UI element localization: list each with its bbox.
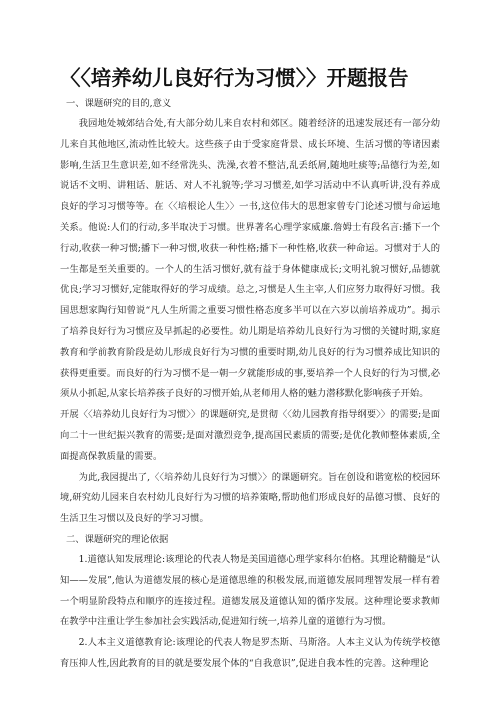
section-heading-purpose: 一、课题研究的目的,意义 (66, 98, 172, 109)
paragraph-humanism-theory: 2.人本主义道德教育论:该理论的代表人物是罗杰斯、马斯洛。人本主义认为传统学校德育压抑人性,因此教育的目的就是要发展个体的“自我意识”,促进自我本性的完善。这种理论 (60, 637, 440, 669)
paragraph-moral-cognition-theory: 1.道德认知发展理论:该理论的代表人物是美国道德心理学家科尔伯格。其理论精髓是“认知——发展”,他认为道德发展的核心是道德思维的积极发展,而道德发展同理智发展一样有着一个明显阶段特点和顺序的连接过程。道德发展及道德认知的循序发展。这种理论要求教师在教学中注重让学生参加社会实践活动,促进知行统一,培养儿童的道德行为习惯。 (60, 553, 440, 628)
paragraph-significance: 开展〈〈培养幼儿良好行为习惯〉〉的课题研究,是贯彻〈〈幼儿园教育指导纲要〉〉的需要;是面向二十一世纪振兴教育的需要;是面对激烈竞争,提高国民素质的需要;是优化教师整体素质,全面提高保教质量的需要。 (60, 409, 440, 462)
section-heading-theory: 二、课题研究的理论依据 (66, 533, 169, 545)
paragraph-research-goal: 为此,我园提出了,〈〈培养幼儿良好行为习惯〉〉的课题研究。旨在创设和谐宽松的校园环境,研究幼儿园来自农村幼儿良好行为习惯的培养策略,帮助他们形成良好的品德习惯、良好的生活卫生习惯以及良好的学习习惯。 (60, 471, 440, 525)
paragraph-background: 我园地处城郊结合处,有大部分幼儿来自农村和郊区。随着经济的迅速发展还有一部分幼儿来自其他地区,流动性比较大。这些孩子由于受家庭背景、成长环境、生活习惯的等诸因素影响,生活卫生意识差,如不经常洗头、洗澡,衣着不整洁,乱丢纸屑,随地吐痰等;品德行为差,如说话不文明、讲粗话、脏话、对人不礼貌等;学习习惯差,如学习活动中不认真听讲,没有养成良好的学习习惯等等。在〈〈培根论人生〉〉一书,这位伟大的思想家曾专门论述习惯与命运地关系。他说:人们的行动,多半取决于习惯。世界著名心理学家威廉.詹姆士有段名言:播下一个行动,收获一种习惯;播下一种习惯,收获一种性格;播下一种性格,收获一种命运。习惯对于人的一生都是至关重要的。一个人的生活习惯好,就有益于身体健康成长;文明礼貌习惯好,品德就优良;学习习惯好,定能取得好的学习成绩。总之,习惯是人生主宰,人们应努力取得好习惯。我国思想家陶行知曾说“凡人生所需之重要习惯性格态度多半可以在六岁以前培养成功”。揭示了培养良好行为习惯应及早抓起的必要性。幼儿期是培养幼儿良好行为习惯的关键时期,家庭教育和学前教育阶段是幼儿形成良好行为习惯的重要时期,幼儿良好的行为习惯养成比知识的获得更重要。而良好的行为习惯不是一朝一夕就能形成的事,要培养一个人良好的行为习惯,必须从小抓起,从家长培养孩子良好的习惯开始,从老师用人格的魅力潜移默化影响孩子开始。 (60, 118, 440, 400)
document-title: 〈〈培养幼儿良好行为习惯〉〉开题报告 (60, 66, 409, 90)
